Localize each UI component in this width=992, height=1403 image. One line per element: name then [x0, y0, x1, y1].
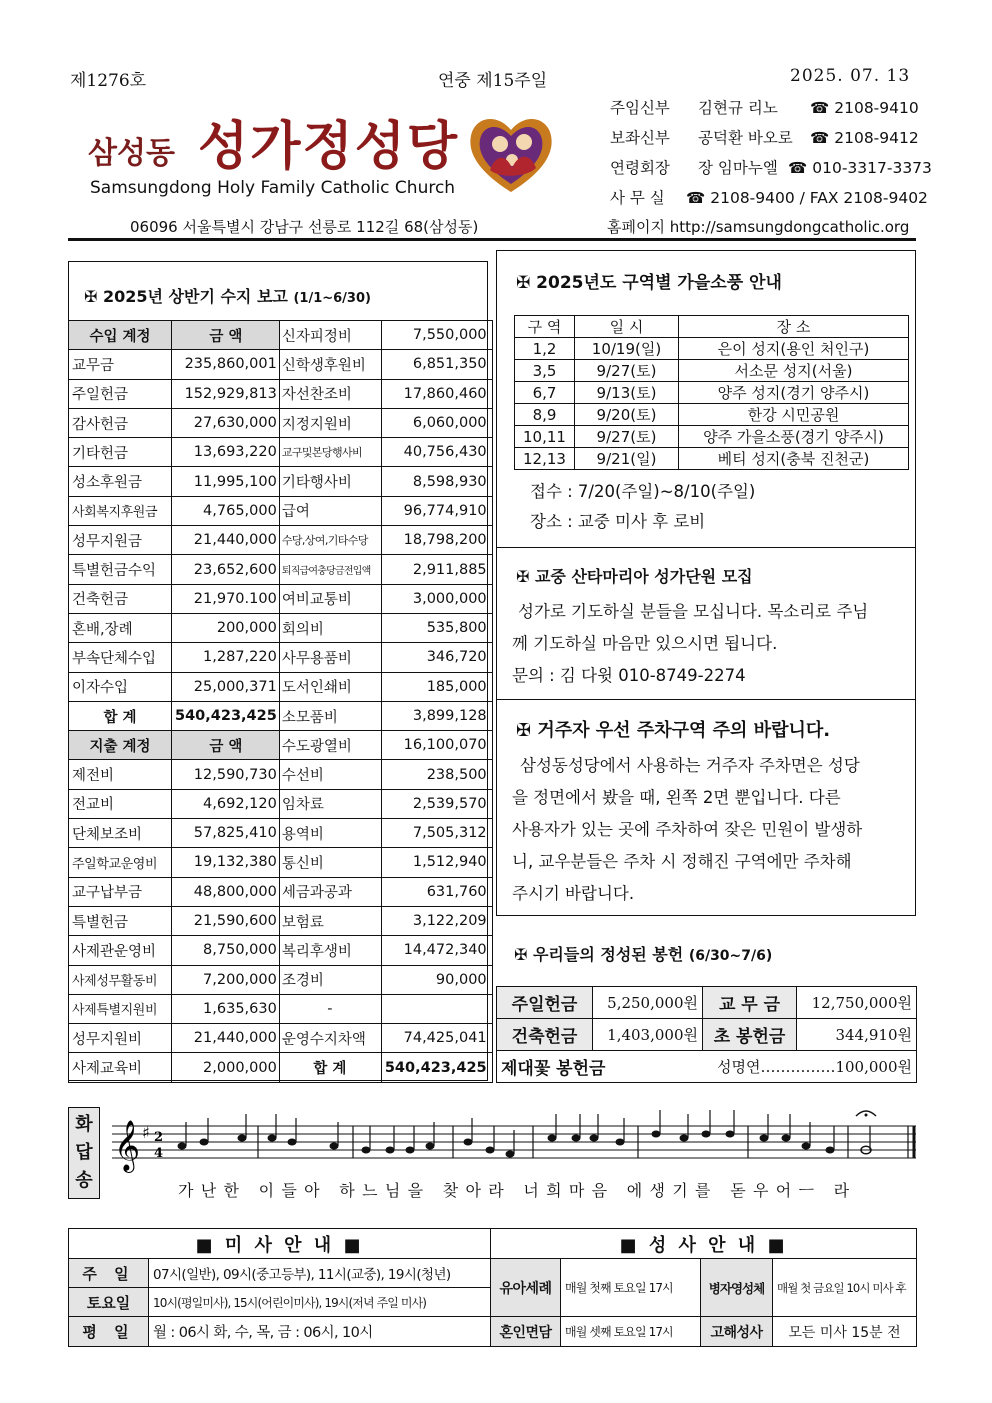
table-row — [515, 360, 909, 382]
schedule-table — [68, 1228, 917, 1347]
sacrament-label: 병자영성체 — [701, 1259, 773, 1317]
offering-period: (6/30~7/6) — [688, 948, 773, 964]
expense-amount: 17,860,460 — [381, 379, 492, 408]
sacrament-label: 혼인면담 — [491, 1317, 561, 1347]
header-divider — [68, 238, 916, 241]
expense-amount: 7,200,000 — [172, 965, 280, 994]
expense-amount: 40,756,430 — [381, 438, 492, 467]
income-amount: 1,287,220 — [172, 643, 280, 672]
offering-value: 344,910원 — [797, 1019, 917, 1051]
expense-label: 보험료 — [279, 906, 381, 935]
offering-label: 제대꽃 봉헌금 — [497, 1051, 703, 1083]
expense-label: 수도광열비 — [279, 731, 381, 760]
table-row — [497, 1051, 917, 1083]
holy-family-logo-icon — [466, 110, 556, 196]
table-row — [69, 731, 493, 760]
expense-amount: 185,000 — [381, 672, 492, 701]
outing-date: 9/27(토) — [575, 426, 679, 448]
outing-place: 서소문 성지(서울) — [679, 360, 909, 382]
table-row — [69, 994, 493, 1023]
sacrament-time: 모든 미사 15분 전 — [773, 1317, 917, 1347]
staff-role: 보좌신부 — [610, 129, 670, 147]
sacrament-title: ■ 성 사 안 내 ■ — [491, 1229, 917, 1259]
church-address: 06096 서울특별시 강남구 선릉로 112길 68(삼성동) — [130, 218, 479, 236]
sharp-icon: ♯ — [142, 1123, 150, 1142]
expense-amount: 2,911,885 — [381, 555, 492, 584]
income-amount: 23,652,600 — [172, 555, 280, 584]
expense-amount — [381, 994, 492, 1023]
table-row — [69, 643, 493, 672]
expense-amount: 14,472,340 — [381, 936, 492, 965]
outing-date: 9/21(일) — [575, 448, 679, 470]
expense-label: 운영수지차액 — [279, 1024, 381, 1053]
staff-row — [610, 126, 919, 148]
expense-label: 수선비 — [279, 760, 381, 789]
table-row — [69, 1317, 917, 1347]
expense-header-amount: 금 액 — [172, 731, 280, 760]
offering-table — [496, 986, 917, 1083]
outing-header: 일 시 — [575, 316, 679, 338]
parking-text-3: 사용자가 있는 곳에 주차하여 잦은 민원이 발생하 — [512, 820, 863, 839]
table-row — [497, 1019, 917, 1051]
income-header-amount: 금 액 — [172, 321, 280, 350]
offering-label: 주일헌금 — [497, 987, 593, 1019]
choir-contact: 문의 : 김 다윗 010-8749-2274 — [512, 666, 746, 685]
finance-period: (1/1~6/30) — [293, 291, 371, 306]
expense-amount: 2,539,570 — [381, 789, 492, 818]
expense-amount: 12,590,730 — [172, 760, 280, 789]
table-row — [515, 382, 909, 404]
outing-district: 3,5 — [515, 360, 575, 382]
expense-amount: 535,800 — [381, 613, 492, 642]
parking-text-1: 삼성동성당에서 사용하는 거주자 주차면은 성당 — [520, 756, 860, 775]
outing-place-note: 장소 : 교중 미사 후 로비 — [530, 512, 706, 531]
expense-label: 급여 — [279, 496, 381, 525]
income-amount: 13,693,220 — [172, 438, 280, 467]
table-row — [69, 321, 493, 350]
expense-amount: 238,500 — [381, 760, 492, 789]
expense-label: 임차료 — [279, 789, 381, 818]
offering-title-text: ✠ 우리들의 정성된 봉헌 — [514, 945, 684, 964]
expense-label: 자선찬조비 — [279, 379, 381, 408]
staff-phone: ☎ 2108-9410 — [810, 99, 919, 117]
sacrament-time: 매월 첫째 토요일 17시 — [561, 1259, 701, 1317]
outing-place: 양주 성지(경기 양주시) — [679, 382, 909, 404]
sacrament-label: 유아세례 — [491, 1259, 561, 1317]
table-row — [515, 404, 909, 426]
title-english: Samsungdong Holy Family Catholic Church — [90, 178, 456, 198]
outing-district: 6,7 — [515, 382, 575, 404]
expense-amount: 3,899,128 — [381, 701, 492, 730]
expense-label: 사무용품비 — [279, 643, 381, 672]
table-row — [69, 789, 493, 818]
outing-reception: 접수 : 7/20(주일)~8/10(주일) — [530, 482, 756, 501]
outing-title: ✠ 2025년도 구역별 가을소풍 안내 — [516, 273, 782, 293]
finance-title-text: ✠ 2025년 상반기 수지 보고 — [84, 287, 288, 306]
outing-district: 1,2 — [515, 338, 575, 360]
expense-amount: 57,825,410 — [172, 819, 280, 848]
homepage-link[interactable]: http://samsungdongcatholic.org — [669, 218, 910, 236]
expense-label: 사제교육비 — [69, 1053, 172, 1082]
expense-amount: 7,550,000 — [381, 321, 492, 350]
offering-title — [514, 942, 772, 965]
outing-place: 한강 시민공원 — [679, 404, 909, 426]
expense-label: 단체보조비 — [69, 819, 172, 848]
expense-amount: 3,000,000 — [381, 584, 492, 613]
income-label: 부속단체수입 — [69, 643, 172, 672]
income-label: 사회복지후원금 — [69, 496, 172, 525]
staff-phone: ☎ 2108-9400 / FAX 2108-9402 — [686, 189, 928, 207]
expense-label: 교구및본당행사비 — [279, 438, 381, 467]
outing-place: 베티 성지(충북 진천군) — [679, 448, 909, 470]
table-row — [69, 555, 493, 584]
table-row — [515, 338, 909, 360]
expense-label: 소모품비 — [279, 701, 381, 730]
expense-label: 특별헌금 — [69, 906, 172, 935]
title-church: 성가정성당 — [198, 117, 460, 177]
mass-day-label: 주 일 — [69, 1259, 149, 1288]
outing-date: 9/13(토) — [575, 382, 679, 404]
expense-label: 교구납부금 — [69, 877, 172, 906]
outing-header: 구 역 — [515, 316, 575, 338]
expense-label: 신학생후원비 — [279, 350, 381, 379]
treble-clef-icon: 𝄞 — [114, 1120, 141, 1171]
table-row — [69, 906, 493, 935]
outing-header: 장 소 — [679, 316, 909, 338]
parking-text-2: 을 정면에서 봤을 때, 왼쪽 2면 뿐입니다. 다른 — [512, 788, 841, 807]
table-row — [69, 877, 493, 906]
title-district: 삼성동 — [88, 136, 175, 171]
table-row — [497, 987, 917, 1019]
table-row — [69, 526, 493, 555]
expense-amount: 6,851,350 — [381, 350, 492, 379]
table-row — [69, 760, 493, 789]
table-row — [69, 701, 493, 730]
offering-value: 5,250,000원 — [593, 987, 703, 1019]
expense-label: 기타행사비 — [279, 467, 381, 496]
parking-text-5: 주시기 바랍니다. — [512, 884, 635, 903]
outing-district: 10,11 — [515, 426, 575, 448]
expense-amount: 6,060,000 — [381, 408, 492, 437]
income-label: 성무지원금 — [69, 526, 172, 555]
offering-value: 성명연……………100,000원 — [703, 1051, 917, 1083]
income-label: 특별헌금수익 — [69, 555, 172, 584]
outing-district: 12,13 — [515, 448, 575, 470]
table-row — [69, 1229, 917, 1259]
outing-date: 9/20(토) — [575, 404, 679, 426]
staff-phone: ☎ 2108-9412 — [810, 129, 919, 147]
expense-label: 지정지원비 — [279, 408, 381, 437]
income-amount: 27,630,000 — [172, 408, 280, 437]
issue-number: 제1276호 — [70, 71, 147, 91]
income-label: 기타헌금 — [69, 438, 172, 467]
income-label: 주일헌금 — [69, 379, 172, 408]
income-label: 혼배,장례 — [69, 613, 172, 642]
expense-amount: 18,798,200 — [381, 526, 492, 555]
expense-label: 사제특별지원비 — [69, 994, 172, 1023]
sacrament-label: 고해성사 — [701, 1317, 773, 1347]
table-row — [69, 965, 493, 994]
staff-row — [610, 156, 932, 178]
expense-amount: 21,590,600 — [172, 906, 280, 935]
expense-label: 신자피정비 — [279, 321, 381, 350]
expense-amount: 346,720 — [381, 643, 492, 672]
offering-value: 1,403,000원 — [593, 1019, 703, 1051]
expense-header-label: 지출 계정 — [69, 731, 172, 760]
expense-total-label: 합 계 — [279, 1053, 381, 1082]
outing-place: 은이 성지(용인 처인구) — [679, 338, 909, 360]
staff-name: 장 임마누엘 — [698, 159, 778, 177]
expense-amount: 16,100,070 — [381, 731, 492, 760]
income-amount: 152,929,813 — [172, 379, 280, 408]
homepage — [607, 216, 909, 237]
outing-table — [514, 315, 909, 470]
staff-role: 연령회장 — [610, 159, 670, 177]
expense-amount: 74,425,041 — [381, 1024, 492, 1053]
income-amount: 25,000,371 — [172, 672, 280, 701]
income-amount: 200,000 — [172, 613, 280, 642]
expense-label: 여비교통비 — [279, 584, 381, 613]
outing-district: 8,9 — [515, 404, 575, 426]
staff-name: 공덕환 바오로 — [698, 129, 793, 147]
expense-amount: 21,440,000 — [172, 1024, 280, 1053]
table-row — [69, 613, 493, 642]
staff-name: 김현규 리노 — [698, 99, 778, 117]
mass-day-label: 토요일 — [69, 1288, 149, 1317]
choir-title: ✠ 교중 산타마리아 성가단원 모집 — [516, 567, 753, 586]
income-label: 건축헌금 — [69, 584, 172, 613]
time-signature-top: 2 — [154, 1130, 164, 1145]
staff-row — [610, 96, 919, 118]
outing-date: 9/27(토) — [575, 360, 679, 382]
expense-total-amount: 540,423,425 — [381, 1053, 492, 1082]
expense-amount: 8,598,930 — [381, 467, 492, 496]
expense-label: 전교비 — [69, 789, 172, 818]
expense-label: 도서인쇄비 — [279, 672, 381, 701]
table-row — [69, 584, 493, 613]
expense-amount: 1,512,940 — [381, 848, 492, 877]
table-row — [69, 379, 493, 408]
expense-amount: 4,692,120 — [172, 789, 280, 818]
income-amount: 235,860,001 — [172, 350, 280, 379]
income-header-label: 수입 계정 — [69, 321, 172, 350]
offering-label: 초 봉헌금 — [703, 1019, 797, 1051]
issue-date: 2025. 07. 13 — [790, 66, 911, 86]
expense-amount: 90,000 — [381, 965, 492, 994]
expense-label: 성무지원비 — [69, 1024, 172, 1053]
table-row — [515, 448, 909, 470]
expense-amount: 8,750,000 — [172, 936, 280, 965]
expense-amount: 3,122,209 — [381, 906, 492, 935]
table-row — [69, 1024, 493, 1053]
choir-text-2: 께 기도하실 마음만 있으시면 됩니다. — [512, 634, 778, 653]
table-row — [69, 1259, 917, 1288]
psalm-lyrics: 가난한 이들아 하느님을 찾아라 너희마음 에생기를 돋우어ㅡ 라 — [178, 1181, 857, 1200]
expense-amount: 19,132,380 — [172, 848, 280, 877]
table-row — [69, 496, 493, 525]
table-row — [69, 1053, 493, 1082]
table-row — [69, 350, 493, 379]
expense-label: 제전비 — [69, 760, 172, 789]
expense-label: 복리후생비 — [279, 936, 381, 965]
parking-title: ✠ 거주자 우선 주차구역 주의 바랍니다. — [516, 720, 831, 741]
expense-label: 용역비 — [279, 819, 381, 848]
parking-text-4: 니, 교우분들은 주차 시 정해진 구역에만 주차해 — [512, 852, 852, 871]
offering-value: 12,750,000원 — [797, 987, 917, 1019]
staff-phone: ☎ 010-3317-3373 — [788, 159, 932, 177]
table-row — [69, 672, 493, 701]
expense-amount: 48,800,000 — [172, 877, 280, 906]
table-row — [69, 936, 493, 965]
mass-times: 월 : 06시 화, 수, 목, 금 : 06시, 10시 — [149, 1317, 491, 1347]
income-label: 교무금 — [69, 350, 172, 379]
sacrament-time: 매월 첫 금요일 10시 미사 후 — [773, 1259, 917, 1317]
mass-day-label: 평 일 — [69, 1317, 149, 1347]
section-divider — [497, 547, 915, 548]
expense-label: 통신비 — [279, 848, 381, 877]
choir-text-1: 성가로 기도하실 분들을 모십니다. 목소리로 주님 — [518, 602, 869, 621]
expense-amount: 2,000,000 — [172, 1053, 280, 1082]
expense-label: 퇴직급여충당금전입액 — [279, 555, 381, 584]
income-label: 감사헌금 — [69, 408, 172, 437]
income-label: 성소후원금 — [69, 467, 172, 496]
income-amount: 11,995,100 — [172, 467, 280, 496]
expense-label: 세금과공과 — [279, 877, 381, 906]
staff-role: 사 무 실 — [610, 189, 665, 207]
table-row — [69, 467, 493, 496]
time-signature-bottom: 4 — [154, 1146, 164, 1161]
expense-amount: 96,774,910 — [381, 496, 492, 525]
table-row — [69, 819, 493, 848]
outing-place: 양주 가을소풍(경기 양주시) — [679, 426, 909, 448]
expense-amount: 7,505,312 — [381, 819, 492, 848]
offering-label: 교 무 금 — [703, 987, 797, 1019]
expense-label: 회의비 — [279, 613, 381, 642]
expense-amount: 1,635,630 — [172, 994, 280, 1023]
expense-label: 주일학교운영비 — [69, 848, 172, 877]
finance-table — [68, 320, 493, 1083]
table-row — [69, 408, 493, 437]
section-divider — [497, 699, 915, 700]
table-row — [69, 848, 493, 877]
expense-label: 사제관운영비 — [69, 936, 172, 965]
sacrament-time: 매월 셋째 토요일 17시 — [561, 1317, 701, 1347]
outing-date: 10/19(일) — [575, 338, 679, 360]
income-label: 이자수입 — [69, 672, 172, 701]
expense-label: 사제성무활동비 — [69, 965, 172, 994]
mass-times: 07시(일반), 09시(중고등부), 11시(교중), 19시(청년) — [149, 1259, 491, 1288]
expense-amount: 631,760 — [381, 877, 492, 906]
income-total-label: 합 계 — [69, 701, 172, 730]
mass-times: 10시(평일미사), 15시(어린이미사), 19시(저녁 주일 미사) — [149, 1288, 491, 1317]
note-stems — [186, 1110, 870, 1154]
liturgical-week: 연중 제15주일 — [438, 71, 548, 91]
expense-label: 수당,상여,기타수당 — [279, 526, 381, 555]
income-amount: 21,440,000 — [172, 526, 280, 555]
offering-label: 건축헌금 — [497, 1019, 593, 1051]
income-amount: 21,970.100 — [172, 584, 280, 613]
staff-row — [610, 186, 928, 208]
income-total-amount: 540,423,425 — [172, 701, 280, 730]
table-row — [69, 438, 493, 467]
expense-label: 조경비 — [279, 965, 381, 994]
income-amount: 4,765,000 — [172, 496, 280, 525]
psalm-label: 화답송 — [68, 1107, 100, 1199]
mass-title: ■ 미 사 안 내 ■ — [69, 1229, 491, 1259]
staff-role: 주임신부 — [610, 99, 670, 117]
finance-title — [84, 284, 371, 307]
expense-label: - — [279, 994, 381, 1023]
table-row — [515, 316, 909, 338]
table-row — [515, 426, 909, 448]
homepage-label: 홈페이지 — [607, 218, 665, 236]
